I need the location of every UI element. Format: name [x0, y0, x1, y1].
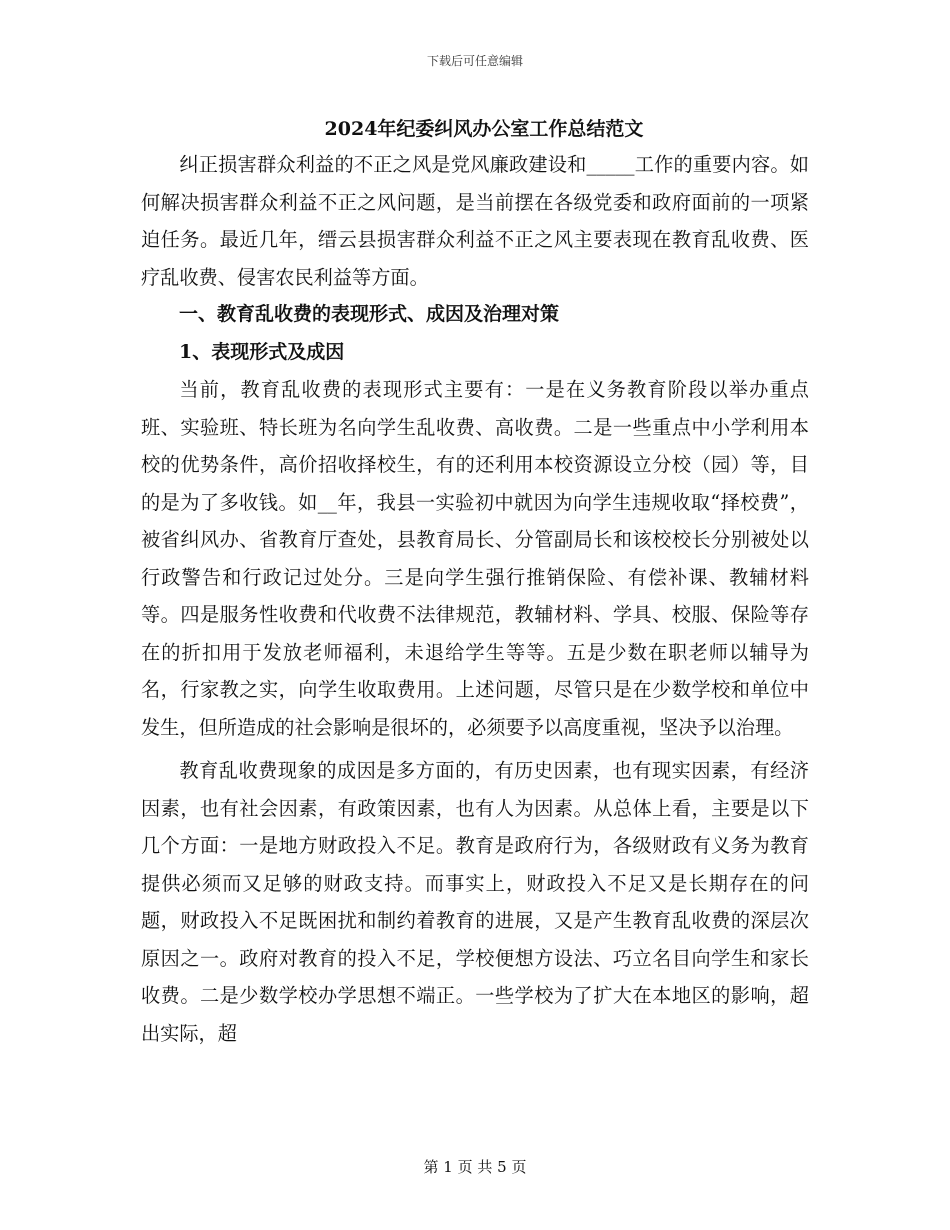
document-body	[141, 112, 809, 1052]
body-paragraph-1: 当前，教育乱收费的表现形式主要有：一是在义务教育阶段以举办重点班、实验班、特长班为名向学生乱收费、高收费。二是一些重点中小学利用本校的优势条件，高价招收择校生，有的还利用本校资源设立分校（园）等，目的是为了多收钱。如__年，我县一实验初中就因为向学生违规收取“择校费”，被省纠风办、省教育厅查处，县教育局长、分管副局长和该校校长分别被处以行政警告和行政记过处分。三是向学生强行推销保险、有偿补课、教辅材料等。四是服务性收费和代收费不法律规范，教辅材料、学具、校服、保险等存在的折扣用于发放老师福利，未退给学生等等。五是少数在职老师以辅导为名，行家教之实，向学生收取费用。上述问题，尽管只是在少数学校和单位中发生，但所造成的社会影响是很坏的，必须要予以高度重视，坚决予以治理。	[141, 378, 809, 739]
document-title: 2024年纪委纠风办公室工作总结范文	[324, 118, 644, 140]
intro-paragraph: 纠正损害群众利益的不正之风是党风廉政建设和_____工作的重要内容。如何解决损害群众利益不正之风问题，是当前摆在各级党委和政府面前的一项紧迫任务。最近几年，缙云县损害群众利益不正之风主要表现在教育乱收费、医疗乱收费、侵害农民利益等方面。	[141, 153, 809, 289]
section-heading: 一、教育乱收费的表现形式、成因及治理对策	[179, 303, 560, 325]
body-paragraph-2: 教育乱收费现象的成因是多方面的，有历史因素，也有现实因素，有经济因素，也有社会因素，有政策因素，也有人为因素。从总体上看，主要是以下几个方面：一是地方财政投入不足。教育是政府行为，各级财政有义务为教育提供必须而又足够的财政支持。而事实上，财政投入不足又是长期存在的问题，财政投入不足既困扰和制约着教育的进展，又是产生教育乱收费的深层次原因之一。政府对教育的投入不足，学校便想方设法、巧立名目向学生和家长收费。二是少数学校办学思想不端正。一些学校为了扩大在本地区的影响，超出实际，超	[141, 759, 809, 1045]
header-note: 下载后可任意编辑	[426, 54, 523, 68]
subsection-heading: 1、表现形式及成因	[179, 340, 345, 363]
page-footer: 第 1 页 共 5 页	[423, 1158, 527, 1176]
